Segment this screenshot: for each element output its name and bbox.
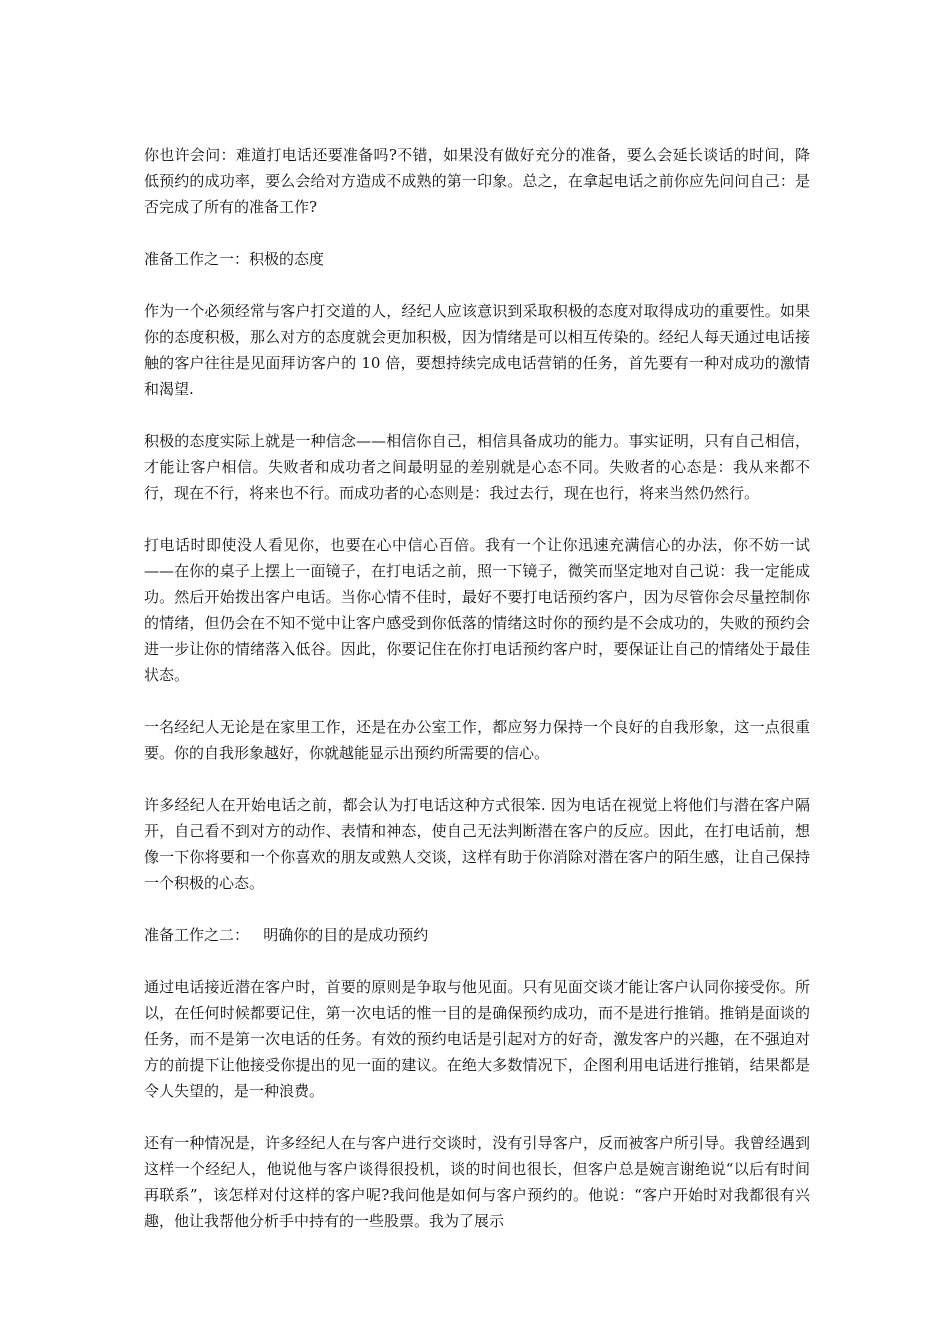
paragraph-intro: 你也许会问：难道打电话还要准备吗?不错，如果没有做好充分的准备，要么会延长谈话的时间，降低预约的成功率，要么会给对方造成不成熟的第一印象。总之，在拿起电话之前你应先问问自己：是否完成了所有的准备工作? bbox=[144, 146, 810, 216]
paragraph: 作为一个必须经常与客户打交道的人，经纪人应该意识到采取积极的态度对取得成功的重要性。如果你的态度积极，那么对方的态度就会更加积极，因为情绪是可以相互传染的。经纪人每天通过电话接触的客户往往是见面拜访客户的 10 倍，要想持续完成电话营销的任务，首先要有一种对成功的激情和渴望. bbox=[144, 302, 810, 398]
section-heading-2: 准备工作之二： 明确你的目的是成功预约 bbox=[144, 926, 429, 944]
document-body bbox=[144, 142, 810, 1260]
section-heading-1: 准备工作之一：积极的态度 bbox=[144, 250, 325, 268]
paragraph: 许多经纪人在开始电话之前，都会认为打电话这种方式很笨. 因为电话在视觉上将他们与潜在客户隔开，自己看不到对方的动作、表情和神态，使自己无法判断潜在客户的反应。因此，在打电话前，想像一下你将要和一个你喜欢的朋友或熟人交谈，这样有助于你消除对潜在客户的陌生感，让自己保持一个积极的心态。 bbox=[144, 796, 810, 892]
paragraph: 还有一种情况是，许多经纪人在与客户进行交谈时，没有引导客户，反而被客户所引导。我曾经遇到这样一个经纪人，他说他与客户谈得很投机，谈的时间也很长，但客户总是婉言谢绝说“以后有时间再联系”，该怎样对付这样的客户呢?我问他是如何与客户预约的。他说：“客户开始时对我都很有兴趣，他让我帮他分析手中持有的一些股票。我为了展示 bbox=[144, 1134, 810, 1230]
paragraph: 一名经纪人无论是在家里工作，还是在办公室工作，都应努力保持一个良好的自我形象，这一点很重要。你的自我形象越好，你就越能显示出预约所需要的信心。 bbox=[144, 718, 810, 762]
paragraph: 通过电话接近潜在客户时，首要的原则是争取与他见面。只有见面交谈才能让客户认同你接受你。所以，在任何时候都要记住，第一次电话的惟一目的是确保预约成功，而不是进行推销。推销是面谈的任务，而不是第一次电话的任务。有效的预约电话是引起对方的好奇，激发客户的兴趣，在不强迫对方的前提下让他接受你提出的见一面的建议。在绝大多数情况下，企图利用电话进行推销，结果都是令人失望的，是一种浪费。 bbox=[144, 978, 810, 1100]
paragraph: 打电话时即使没人看见你，也要在心中信心百倍。我有一个让你迅速充满信心的办法，你不妨一试——在你的桌子上摆上一面镜子，在打电话之前，照一下镜子，微笑而坚定地对自己说：我一定能成功。然后开始拨出客户电话。当你心情不佳时，最好不要打电话预约客户，因为尽管你会尽量控制你的情绪，但仍会在不知不觉中让客户感受到你低落的情绪这时你的预约是不会成功的，失败的预约会进一步让你的情绪落入低谷。因此，你要记住在你打电话预约客户时，要保证让自己的情绪处于最佳状态。 bbox=[144, 536, 810, 684]
paragraph: 积极的态度实际上就是一种信念——相信你自己，相信具备成功的能力。事实证明，只有自己相信，才能让客户相信。失败者和成功者之间最明显的差别就是心态不同。失败者的心态是：我从来都不行，现在不行，将来也不行。而成功者的心态则是：我过去行，现在也行，将来当然仍然行。 bbox=[144, 432, 810, 502]
